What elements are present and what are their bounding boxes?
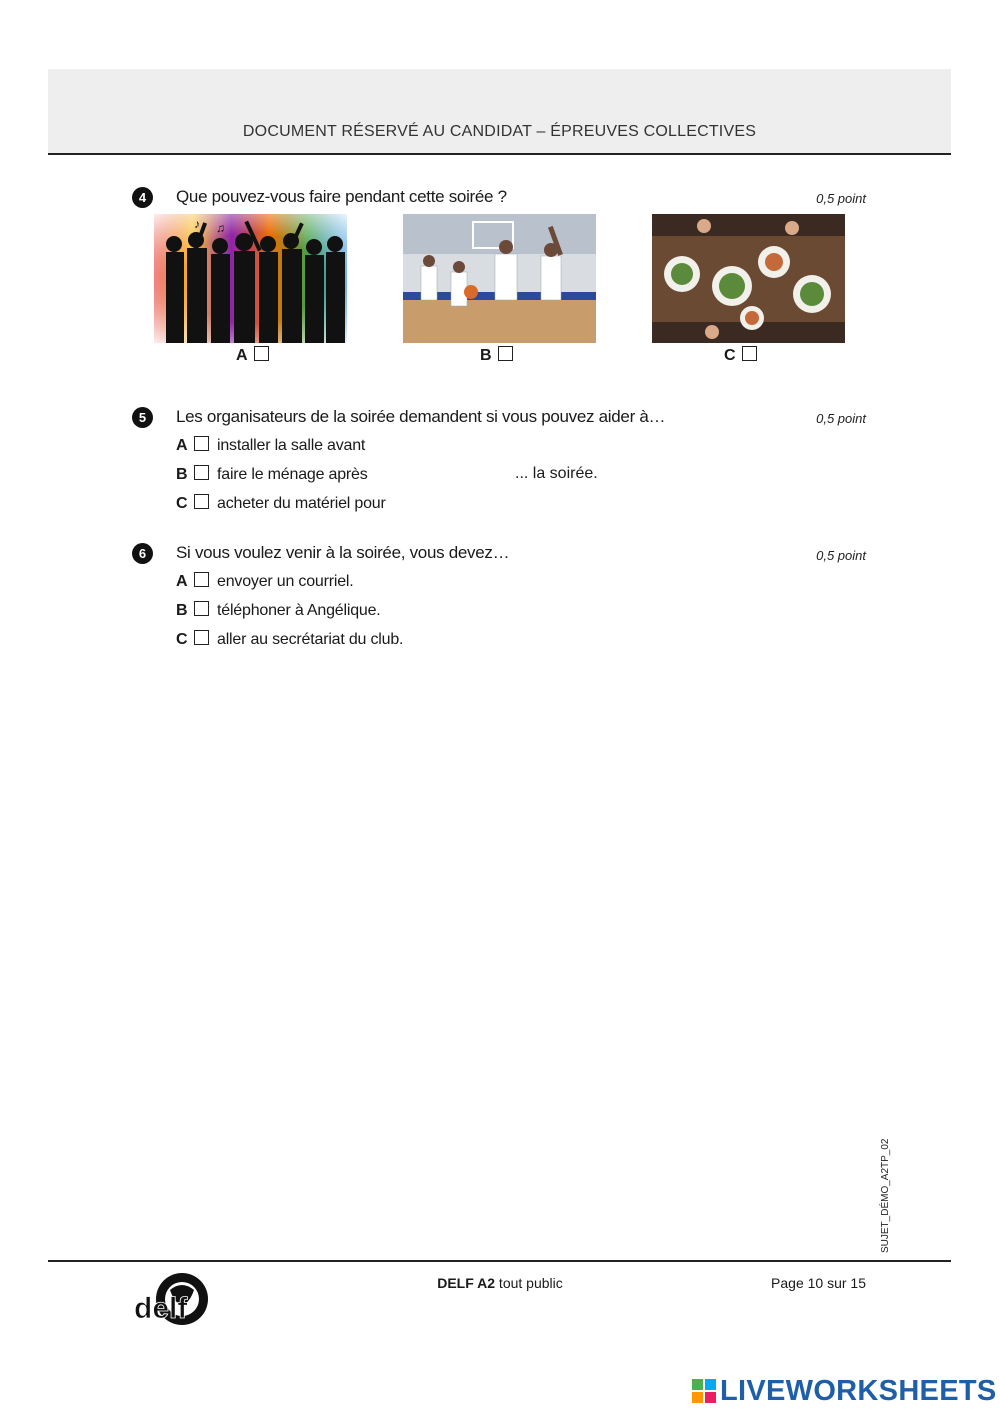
question-4-text: Que pouvez-vous faire pendant cette soirée ?: [176, 187, 507, 206]
header-title: DOCUMENT RÉSERVÉ AU CANDIDAT – ÉPREUVES COLLECTIVES: [242, 123, 757, 140]
question-4-points: 0,5 point: [816, 191, 866, 206]
option-text: faire le ménage après: [217, 466, 368, 483]
image-option-c[interactable]: [724, 346, 757, 365]
page-number: Page 10 sur 15: [771, 1275, 866, 1291]
checkbox[interactable]: [194, 494, 209, 509]
image-option-b[interactable]: [480, 346, 513, 365]
option-text: envoyer un courriel.: [217, 573, 354, 590]
option-text: acheter du matériel pour: [217, 495, 386, 512]
question-6-option-a[interactable]: [176, 572, 354, 591]
page-header: [48, 69, 951, 155]
checkbox[interactable]: [742, 346, 757, 361]
option-letter: B: [176, 602, 188, 619]
option-letter: A: [176, 573, 188, 590]
option-letter: A: [236, 347, 248, 364]
checkbox[interactable]: [194, 465, 209, 480]
svg-text:♫: ♫: [216, 221, 225, 235]
question-6-option-b[interactable]: [176, 601, 381, 620]
basketball-players-image: [403, 214, 596, 343]
liveworksheets-text: LIVEWORKSHEETS: [720, 1374, 997, 1407]
option-letter: B: [176, 466, 188, 483]
question-5-points: 0,5 point: [816, 411, 866, 426]
question-5-text: Les organisateurs de la soirée demandent si vous pouvez aider à…: [176, 407, 666, 426]
footer-divider: [48, 1260, 951, 1262]
question-6-text: Si vous voulez venir à la soirée, vous devez…: [176, 543, 510, 562]
liveworksheets-logo: [692, 1376, 997, 1406]
question-5-option-c[interactable]: [176, 494, 386, 513]
liveworksheets-icon: [692, 1379, 716, 1403]
svg-text:♪: ♪: [194, 217, 200, 231]
checkbox[interactable]: [194, 436, 209, 451]
checkbox[interactable]: [194, 572, 209, 587]
option-letter: B: [480, 347, 492, 364]
checkbox[interactable]: [194, 601, 209, 616]
document-code: SUJET_DÉMO_A2TP_02: [880, 1138, 891, 1253]
exam-level: DELF A2: [437, 1275, 496, 1291]
option-text: aller au secrétariat du club.: [217, 631, 404, 648]
shared-meal-table-image: [652, 214, 845, 343]
option-letter: C: [176, 495, 188, 512]
option-text: installer la salle avant: [217, 437, 366, 454]
question-number-4: 4: [132, 187, 153, 208]
question-number-5: 5: [132, 407, 153, 428]
checkbox[interactable]: [498, 346, 513, 361]
question-number-6: 6: [132, 543, 153, 564]
option-letter: C: [176, 631, 188, 648]
question-5-option-a[interactable]: [176, 436, 365, 455]
checkbox[interactable]: [254, 346, 269, 361]
image-option-a[interactable]: [236, 346, 269, 365]
question-5-suffix: ... la soirée.: [515, 465, 598, 482]
option-letter: C: [724, 347, 736, 364]
delf-logo-text: delf: [134, 1292, 188, 1325]
checkbox[interactable]: [194, 630, 209, 645]
option-text: téléphoner à Angélique.: [217, 602, 381, 619]
option-letter: A: [176, 437, 188, 454]
question-5-option-b[interactable]: [176, 465, 368, 484]
question-6-points: 0,5 point: [816, 548, 866, 563]
dancing-silhouettes-image: [154, 214, 347, 343]
question-6-option-c[interactable]: [176, 630, 403, 649]
exam-audience: tout public: [495, 1275, 563, 1291]
